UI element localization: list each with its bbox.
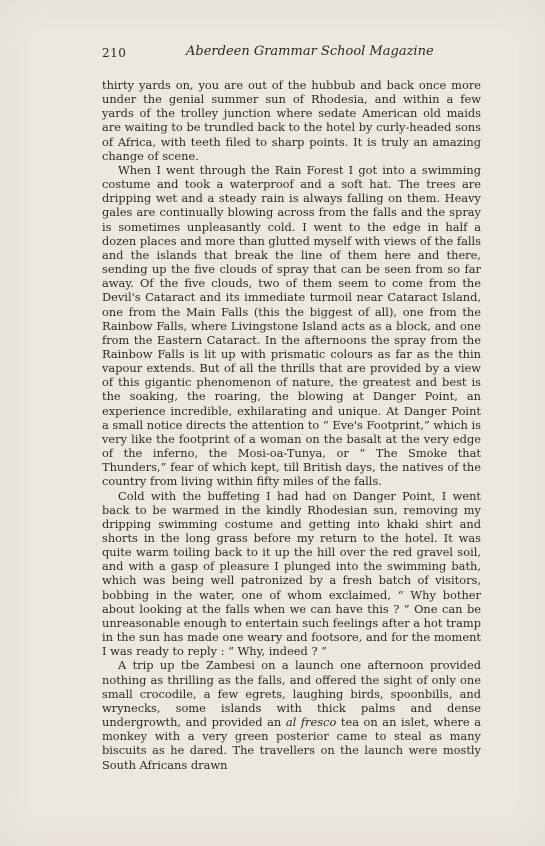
page-header: [102, 44, 480, 64]
page-number: 210: [102, 46, 127, 60]
paragraph-text: thirty yards on, you are out of the hubbub and back once more under the genial summer sun of Rhodesia, and within a few yards of the trolley junction where sedate American old maids are waiting to be trundled back to the hotel by curly-headed sons of Africa, with teeth filed to sharp points. It is truly an amazing change of scene.: [102, 78, 481, 163]
paragraph-3: [102, 489, 481, 659]
paragraph-text: When I went through the Rain Forest I got into a swimming costume and took a waterproof and a soft hat. The trees are dripping wet and a steady rain is always falling on them. Heavy gales are continually blowing across from the falls and the spray is sometimes unpleasantly cold. I went to the edge in half a dozen places and more than glutted myself with views of the falls and the islands that break the line of them here and there, sending up the five clouds of spray that can be seen from so far away. Of the five clouds, two of them seem to come from the Devil's Cataract and its immediate turmoil near Cataract Island, one from the Main Falls (this the biggest of all), one from the Rainbow Falls, where Livingstone Island acts as a block, and one from the Eastern Cataract. In the afternoons the spray from the Rainbow Falls is lit up with prismatic colours as far as the thin vapour extends. But of all the thrills that are provided by a view of this gigantic phenomenon of nature, the greatest and best is the soaking, the roaring, the blowing at Danger Point, an experience incredible, exhilarating and unique. At Danger Point a small notice directs the attention to “ Eve's Footprint,” which is very like the footprint of a woman on the basalt at the very edge of the inferno, the Mosi-oa-Tunya, or “ The Smoke that Thunders,” fear of which kept, till British days, the natives of the country from living within fifty miles of the falls.: [102, 162, 481, 489]
paragraph-text: A trip up tbe Zambesi on a launch one afternoon provided nothing as thrilling as the falls, and offered the sight of only one small crocodile, a few egrets, laughing birds, spoonbills, and wrynecks, some islands with thick palms and dense undergrowth, and provided an: [102, 658, 481, 730]
italic-phrase: al fresco: [285, 715, 337, 730]
paragraph-1: [102, 78, 481, 163]
paragraph-4: [102, 658, 481, 771]
paragraph-text: tea on an islet, where a monkey with a very green posterior came to steal as many biscuits as he dared. The travellers on the launch were mostly South Africans drawn: [102, 715, 481, 772]
running-title: Aberdeen Grammar School Magazine: [186, 44, 434, 59]
article-body: [102, 78, 481, 772]
paragraph-text: Cold with the buffeting I had had on Danger Point, I went back to be warmed in the kindly Rhodesian sun, removing my dripping swimming costume and getting into khaki shirt and shorts in the long grass before my return to the hotel. It was quite warm toiling back to it up the hill over the red gravel soil, and with a gasp of pleasure I plunged into the swimming bath, which was being well patronized by a fresh batch of visitors, bobbing in the water, one of whom exclaimed, “ Why bother about looking at the falls when we can have this ? ” One can be unreasonable enough to entertain such feelings after a hot tramp in the sun has made one weary and footsore, and for the moment I was ready to reply : “ Why, indeed ? ”: [102, 488, 481, 659]
paragraph-2: [102, 163, 481, 489]
